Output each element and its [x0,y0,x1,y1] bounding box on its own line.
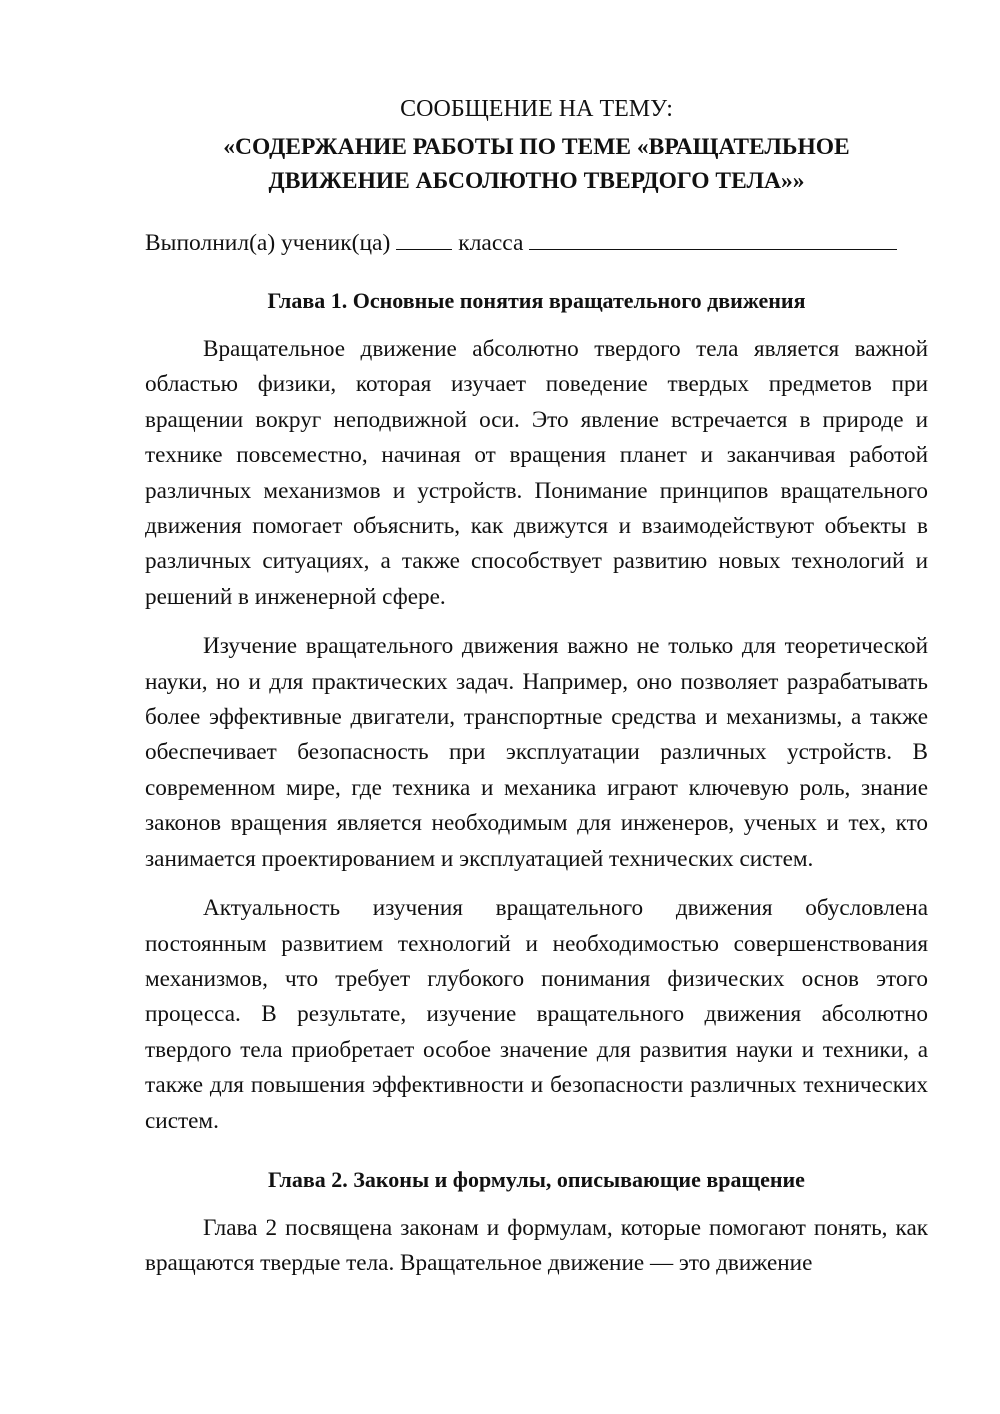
chapter-1-heading: Глава 1. Основные понятия вращательного движения [267,288,806,313]
chapter-2-heading: Глава 2. Законы и формулы, описывающие вращение [268,1166,805,1192]
class-word: класса [458,230,524,256]
document-header: СООБЩЕНИЕ НА ТЕМУ: [400,96,673,122]
chapter-1-paragraph: Изучение вращательного движения важно не только для теоретической науки, но и для практических задач. Например, оно позволяет разрабатывать более эффективные двигатели, транспортные средства и механизмы, а также обеспечивает безопасность при эксплуатации различных устройств. В современном мире, где техника и механика играют ключевую роль, знание законов вращения является необходимым для инженеров, ученых и тех, кто занимается проектированием и эксплуатацией технических систем. [145,633,928,872]
title-line-1: «СОДЕРЖАНИЕ РАБОТЫ ПО ТЕМЕ «ВРАЩАТЕЛЬНОЕ [223,134,850,160]
chapter-1-paragraph: Актуальность изучения вращательного движения обусловлена постоянным развитием технологий и необходимостью совершенствования механизмов, что требует глубокого понимания физических основ этого процесса. В результате, изучение вращательного движения абсолютно твердого тела приобретает особое значение для развития науки и техники, а также для повышения эффективности и безопасности различных технических систем. [145,895,928,1134]
grade-blank [396,248,452,250]
author-line [145,226,928,260]
document-title [145,130,928,198]
chapter-2-paragraph: Глава 2 посвящена законам и формулам, которые помогают понять, как вращаются твердые тела. Вращательное движение — это движение [145,1214,928,1277]
chapter-1-paragraph: Вращательное движение абсолютно твердого тела является важной областью физики, которая изучает поведение твердых предметов при вращении вокруг неподвижной оси. Это явление встречается в природе и технике повсеместно, начиная от вращения планет и заканчивая работой различных механизмов и устройств. Понимание принципов вращательного движения помогает объяснить, как движутся и взаимодействуют объекты в различных ситуациях, а также способствует развитию новых технологий и решений в инженерной сфере. [145,336,928,610]
author-prefix: Выполнил(а) ученик(ца) [145,230,391,256]
title-line-2: ДВИЖЕНИЕ АБСОЛЮТНО ТВЕРДОГО ТЕЛА»» [268,168,805,194]
name-blank [529,248,897,250]
document-page [145,92,928,1282]
